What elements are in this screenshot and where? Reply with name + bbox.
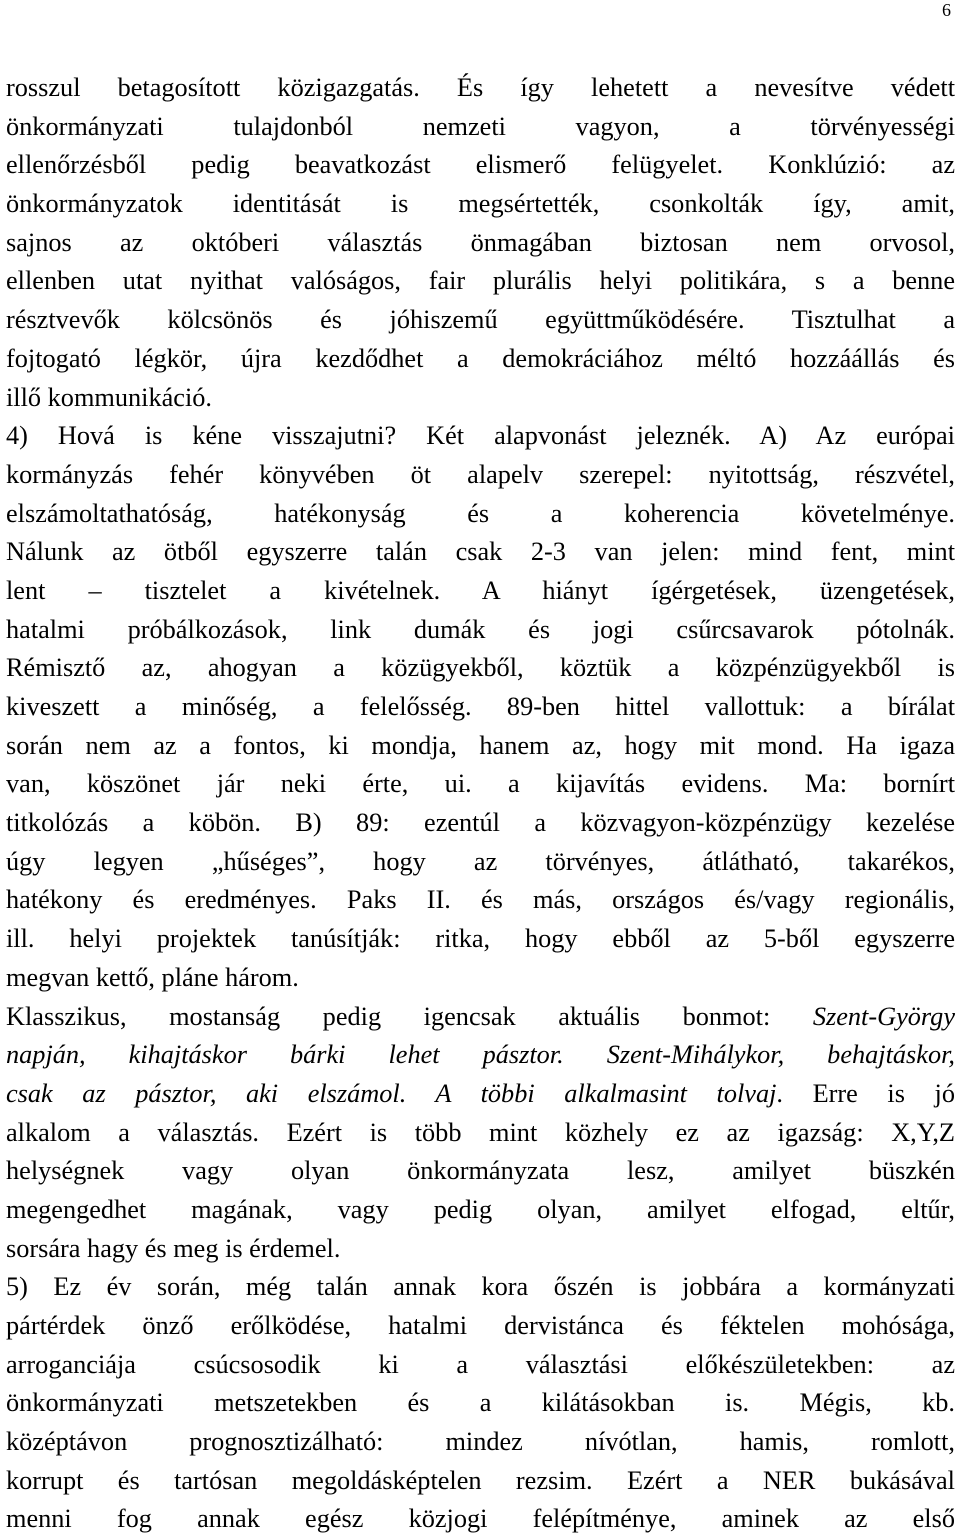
text-line xyxy=(6,1152,955,1191)
body-text xyxy=(6,69,955,1539)
text-line xyxy=(6,108,955,147)
text-span: 4) Hová is kéne visszajutni? Két alapvonást jeleznék. A) Az európai xyxy=(6,421,955,451)
text-line xyxy=(6,456,955,495)
text-span: fojtogató légkör, újra kezdődhet a demokráciához méltó hozzáállás és xyxy=(6,343,955,373)
text-line xyxy=(6,688,955,727)
text-line xyxy=(6,417,955,456)
page-number: 6 xyxy=(942,0,951,20)
text-span: korrupt és tartósan megoldásképtelen rezsim. Ezért a NER bukásával xyxy=(6,1465,955,1495)
text-line xyxy=(6,727,955,766)
text-line xyxy=(6,765,955,804)
text-line xyxy=(6,185,955,224)
text-span: kormányzás fehér könyvében öt alapelv szerepel: nyitottság, részvétel, xyxy=(6,459,955,489)
text-span: elszámoltathatóság, hatékonyság és a koherencia követelménye. xyxy=(6,498,955,528)
text-span: megvan kettő, pláne három. xyxy=(6,962,299,992)
text-line xyxy=(6,572,955,611)
text-span: Klasszikus, mostanság pedig igencsak aktuális bonmot: xyxy=(6,1001,813,1031)
text-line xyxy=(6,1500,955,1539)
text-line xyxy=(6,1384,955,1423)
text-span: úgy legyen „hűséges”, hogy az törvényes, átlátható, takarékos, xyxy=(6,846,955,876)
text-line xyxy=(6,495,955,534)
text-span: megengedhet magának, vagy pedig olyan, amilyet elfogad, eltűr, xyxy=(6,1194,955,1224)
text-line xyxy=(6,1230,955,1269)
text-span: önkormányzati metszetekben és a kilátásokban is. Mégis, kb. xyxy=(6,1388,955,1418)
italic-text-span: napján, kihajtáskor bárki lehet pásztor. Szent-Mihálykor, behajtáskor, xyxy=(6,1040,955,1070)
text-line xyxy=(6,804,955,843)
text-line xyxy=(6,379,955,418)
text-span: lent – tisztelet a kivételnek. A hiányt ígérgetések, üzengetések, xyxy=(6,575,955,605)
text-line xyxy=(6,920,955,959)
text-span: Rémisztő az, ahogyan a közügyekből, köztük a közpénzügyekből is xyxy=(6,653,955,683)
text-line xyxy=(6,959,955,998)
text-line xyxy=(6,1075,955,1114)
text-span: ellenőrzésből pedig beavatkozást elismerő felügyelet. Konklúzió: az xyxy=(6,150,955,180)
text-span: van, köszönet jár neki érte, ui. a kijavítás evidens. Ma: bornírt xyxy=(6,769,955,799)
text-line xyxy=(6,843,955,882)
text-line xyxy=(6,301,955,340)
text-line xyxy=(6,881,955,920)
text-span: . Erre is jó xyxy=(776,1078,955,1108)
text-span: sorsára hagy és meg is érdemel. xyxy=(6,1233,341,1263)
text-span: menni fog annak egész közjogi felépítménye, aminek az első xyxy=(6,1504,955,1534)
text-span: ill. helyi projektek tanúsítják: ritka, hogy ebből az 5-ből egyszerre xyxy=(6,924,955,954)
text-span: pártérdek önző erőlködése, hatalmi dervistánca és féktelen mohósága, xyxy=(6,1311,955,1340)
text-span: helységnek vagy olyan önkormányzata lesz, amilyet büszkén xyxy=(6,1156,955,1186)
text-line xyxy=(6,611,955,650)
text-line xyxy=(6,340,955,379)
text-line xyxy=(6,1114,955,1153)
italic-text-span: Szent-György xyxy=(812,1001,955,1031)
text-line xyxy=(6,224,955,263)
text-line xyxy=(6,69,955,108)
text-span: önkormányzati tulajdonból nemzeti vagyon, a törvényességi xyxy=(6,111,955,141)
text-line xyxy=(6,1462,955,1501)
text-span: középtávon prognosztizálható: mindez nívótlan, hamis, romlott, xyxy=(6,1427,955,1457)
text-span: hatalmi próbálkozások, link dumák és jogi csűrcsavarok pótolnák. xyxy=(6,614,955,644)
text-line xyxy=(6,1346,955,1385)
text-line xyxy=(6,1423,955,1462)
text-span: Nálunk az ötből egyszerre talán csak 2-3 van jelen: mind fent, mint xyxy=(6,537,955,567)
text-span: illő kommunikáció. xyxy=(6,382,212,412)
text-span: résztvevők kölcsönös és jóhiszemű együttműködésére. Tisztulhat a xyxy=(6,305,955,335)
text-line xyxy=(6,1307,955,1346)
text-line xyxy=(6,649,955,688)
text-span: kiveszett a minőség, a felelősség. 89-ben hittel vallottuk: a bírálat xyxy=(6,692,955,721)
text-line xyxy=(6,998,955,1037)
text-line xyxy=(6,1036,955,1075)
text-line xyxy=(6,1268,955,1307)
text-span: 5) Ez év során, még talán annak kora őszén is jobbára a kormányzati xyxy=(6,1272,955,1302)
text-line xyxy=(6,533,955,572)
text-span: arroganciája csúcsosodik ki a választási előkészületekben: az xyxy=(6,1349,955,1379)
text-line xyxy=(6,262,955,301)
italic-text-span: csak az pásztor, aki elszámol. A többi alkalmasint tolvaj xyxy=(6,1078,777,1108)
text-line xyxy=(6,146,955,185)
text-span: során nem az a fontos, ki mondja, hanem az, hogy mit mond. Ha igaza xyxy=(6,730,955,760)
text-span: rosszul betagosított közigazgatás. És így lehetett a nevesítve védett xyxy=(6,73,955,102)
text-span: alkalom a választás. Ezért is több mint közhely ez az igazság: X,Y,Z xyxy=(6,1117,955,1147)
text-span: hatékony és eredményes. Paks II. és más, országos és/vagy regionális, xyxy=(6,885,955,915)
text-span: titkolózás a köbön. B) 89: ezentúl a közvagyon-közpénzügy kezelése xyxy=(6,808,955,838)
text-line xyxy=(6,1191,955,1230)
text-span: ellenben utat nyithat valóságos, fair plurális helyi politikára, s a benne xyxy=(6,266,955,296)
text-span: önkormányzatok identitását is megsértették, csonkolták így, amit, xyxy=(6,189,955,219)
text-span: sajnos az októberi választás önmagában biztosan nem orvosol, xyxy=(6,227,955,257)
